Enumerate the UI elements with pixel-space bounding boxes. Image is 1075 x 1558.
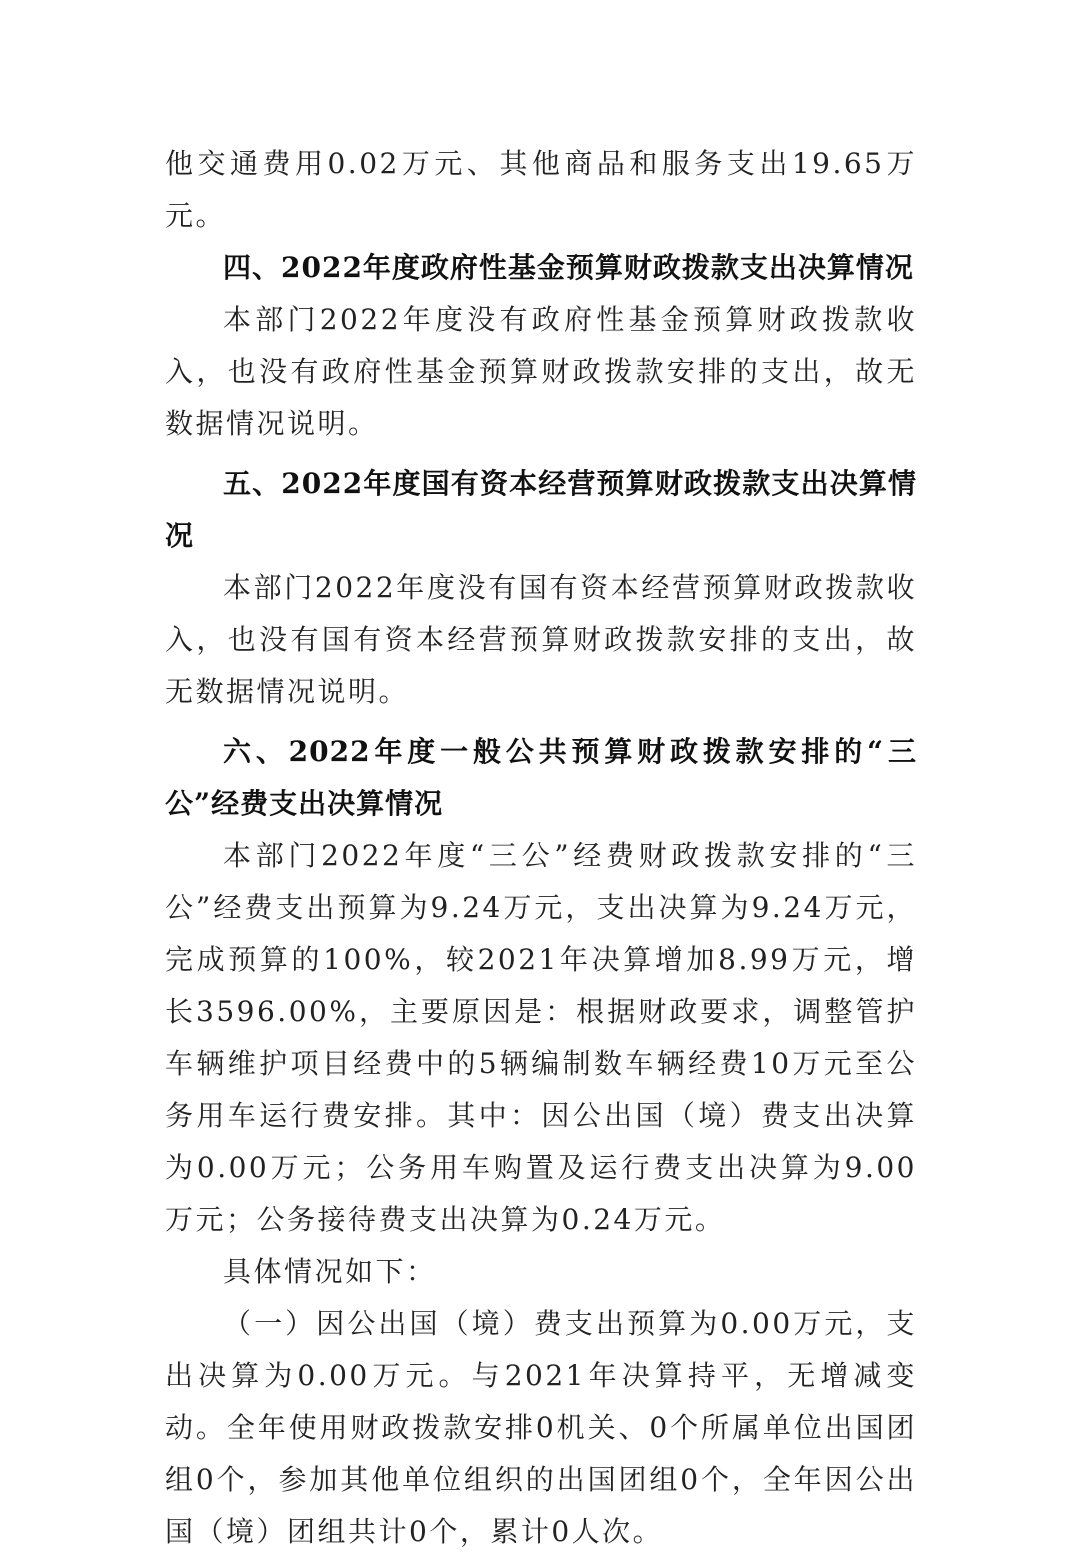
paragraph-subsection-1: （一）因公出国（境）费支出预算为0.00万元，支出决算为0.00万元。与2021年决算持平，无增减变动。全年使用财政拨款安排0机关、0个所属单位出国团组0个，参加其他单位组织的出国团组0个，全年因公出国（境）团组共计0个，累计0人次。: [165, 1307, 917, 1548]
paragraph-details-intro: 具体情况如下：: [223, 1255, 437, 1288]
paragraph-section-5: 本部门2022年度没有国有资本经营预算财政拨款收入，也没有国有资本经营预算财政拨款安排的支出，故无数据情况说明。: [165, 571, 917, 708]
section-heading-5: 五、2022年度国有资本经营预算财政拨款支出决算情况: [165, 467, 917, 552]
paragraph-continuation: 他交通费用0.02万元、其他商品和服务支出19.65万元。: [165, 147, 917, 232]
paragraph-section-4: 本部门2022年度没有政府性基金预算财政拨款收入，也没有政府性基金预算财政拨款安排的支出，故无数据情况说明。: [165, 303, 917, 440]
document-body: [165, 138, 917, 1558]
section-heading-6: 六、2022年度一般公共预算财政拨款安排的“三公”经费支出决算情况: [165, 735, 917, 820]
section-heading-4: 四、2022年度政府性基金预算财政拨款支出决算情况: [223, 251, 914, 284]
paragraph-section-6: 本部门2022年度“三公”经费财政拨款安排的“三公”经费支出预算为9.24万元，支出决算为9.24万元，完成预算的100%，较2021年决算增加8.99万元，增长3596.00%，主要原因是：根据财政要求，调整管护车辆维护项目经费中的5辆编制数车辆经费10万元至公务用车运行费安排。其中：因公出国（境）费支出决算为0.00万元；公务用车购置及运行费支出决算为9.00万元；公务接待费支出决算为0.24万元。: [165, 839, 917, 1236]
